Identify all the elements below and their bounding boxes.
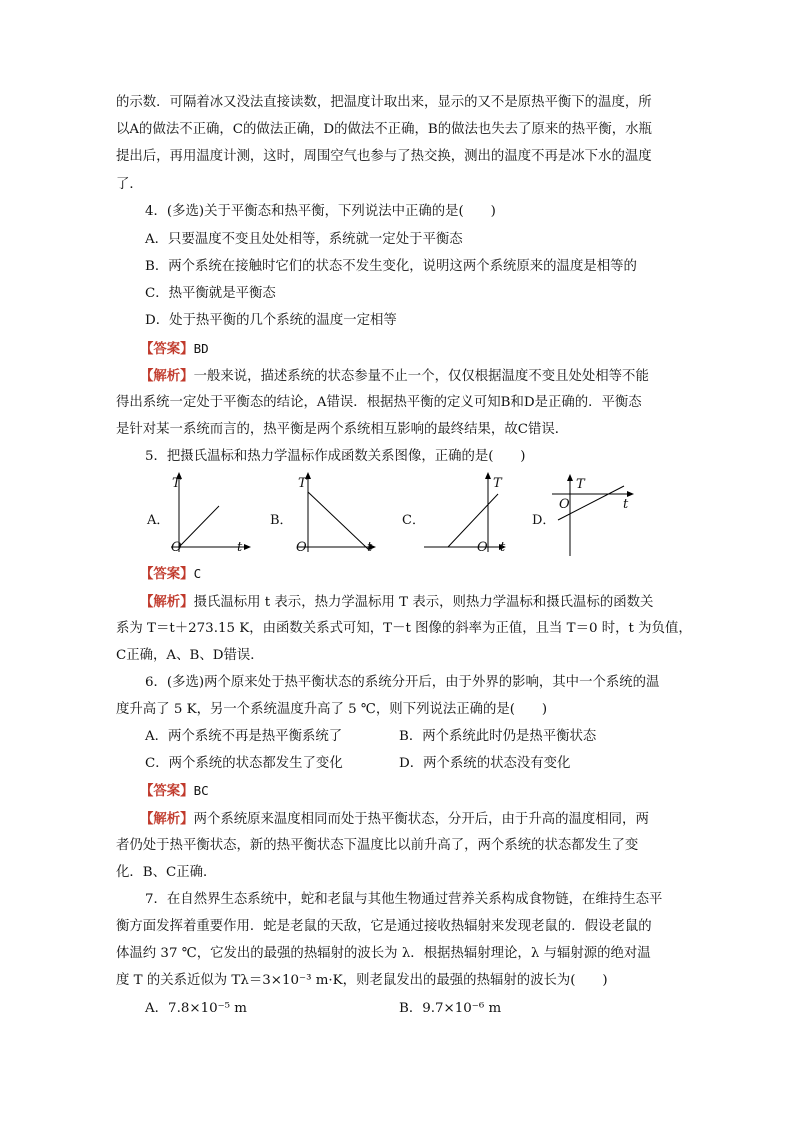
- q6-option-d: D．两个系统的状态没有变化: [399, 756, 571, 771]
- graph-b-t-label: t: [367, 540, 373, 555]
- graph-a-label: A．: [147, 513, 170, 528]
- graph-c-t-label: t: [500, 540, 506, 555]
- q4-stem: 4．(多选)关于平衡态和热平衡，下列说法中正确的是( ): [145, 204, 496, 219]
- q6-option-a: A．两个系统不再是热平衡系统了: [145, 729, 343, 744]
- graph-d-T-label: T: [576, 477, 585, 492]
- q7-line-2: 衡方面发挥着重要作用．蛇是老鼠的天敌，它是通过接收热辐射来发现老鼠的．假设老鼠的: [116, 919, 652, 934]
- graph-c-T-label: T: [493, 476, 502, 491]
- graph-a-t-label: t: [237, 540, 243, 555]
- q6-answer: [140, 780, 209, 803]
- q4-option-a: A．只要温度不变且处处相等，系统就一定处于平衡态: [145, 232, 463, 247]
- q5-answer-value: C: [193, 566, 202, 581]
- q6-analysis-line-1: [140, 808, 649, 831]
- analysis-tag: 【解析】: [140, 594, 194, 610]
- graph-d-t-label: t: [623, 497, 629, 512]
- q6-option-c: C．两个系统的状态都发生了变化: [145, 756, 343, 771]
- q7-line-3: 体温约 37 ℃，它发出的最强的热辐射的波长为 λ．根据热辐射理论，λ 与辐射源的绝对温: [116, 946, 651, 961]
- q6-option-b: B．两个系统此时仍是热平衡状态: [399, 729, 597, 744]
- q5-answer: [140, 563, 201, 586]
- q4-analysis-line-3: 是针对某一系统而言的，热平衡是两个系统相互影响的最终结果，故C错误．: [116, 422, 569, 437]
- graph-c-origin: O: [477, 540, 488, 555]
- q6-stem-line-2: 度升高了 5 K，另一个系统温度升高了 5 ℃，则下列说法正确的是( ): [116, 702, 548, 717]
- q4-answer: [140, 338, 209, 361]
- q6-stem-line-1: 6．(多选)两个原来处于热平衡状态的系统分开后，由于外界的影响，其中一个系统的温: [145, 675, 660, 690]
- q4-analysis-text-1: 一般来说，描述系统的状态参量不止一个，仅仅根据温度不变且处处相等不能: [193, 369, 649, 384]
- q6-analysis-line-3: 化．B、C正确．: [116, 865, 217, 880]
- graph-d: [550, 472, 640, 562]
- answer-tag: 【答案】: [140, 783, 194, 799]
- graph-b-T-label: T: [298, 476, 307, 491]
- q6-analysis-text-1: 两个系统原来温度相同而处于热平衡状态，分开后，由于升高的温度相同，两: [193, 812, 649, 827]
- q4-analysis-line-2: 得出系统一定处于平衡态的结论，A错误．根据热平衡的定义可知B和D是正确的．平衡态: [116, 395, 642, 410]
- q4-analysis-line-1: [140, 365, 649, 388]
- intro-line-3: 提出后，再用温度计测，这时，周围空气也参与了热交换，测出的温度不再是冰下水的温度: [116, 149, 652, 164]
- graph-c-label: C．: [402, 513, 425, 528]
- analysis-tag: 【解析】: [140, 811, 194, 827]
- q7-line-1: 7．在自然界生态系统中，蛇和老鼠与其他生物通过营养关系构成食物链，在维持生态平: [145, 892, 663, 907]
- graph-b-label: B．: [270, 513, 293, 528]
- q7-option-a: A．7.8×10⁻⁵ m: [145, 1001, 248, 1016]
- q7-option-b: B．9.7×10⁻⁶ m: [399, 1001, 502, 1016]
- graph-d-origin: O: [559, 497, 570, 512]
- q4-answer-value: BD: [193, 341, 209, 356]
- q5-analysis-line-2: 系为 T＝t＋273.15 K，由函数关系式可知，T－t 图像的斜率为正值，且当 T＝0 时，t 为负值，: [116, 621, 692, 636]
- q7-line-4: 度 T 的关系近似为 Tλ＝3×10⁻³ m·K，则老鼠发出的最强的热辐射的波长为( ): [116, 973, 608, 988]
- q6-analysis-line-2: 者仍处于热平衡状态，新的热平衡状态下温度比以前升高了，两个系统的状态都发生了变: [116, 838, 639, 853]
- graph-a-T-label: T: [172, 476, 181, 491]
- q5-analysis-line-1: [140, 591, 653, 614]
- answer-tag: 【答案】: [140, 341, 194, 357]
- analysis-tag: 【解析】: [140, 368, 194, 384]
- intro-line-2: 以A的做法不正确，C的做法正确，D的做法不正确，B的做法也失去了原来的热平衡，水瓶: [116, 122, 652, 137]
- graph-b-origin: O: [296, 540, 307, 555]
- q5-stem: 5．把摄氏温标和热力学温标作成函数关系图像，正确的是( ): [145, 449, 526, 464]
- graph-a-origin: O: [171, 540, 182, 555]
- q4-option-b: B．两个系统在接触时它们的状态不发生变化，说明这两个系统原来的温度是相等的: [145, 259, 637, 274]
- q5-analysis-text-1: 摄氏温标用 t 表示，热力学温标用 T 表示，则热力学温标和摄氏温标的函数关: [193, 595, 654, 610]
- q4-option-d: D．处于热平衡的几个系统的温度一定相等: [145, 313, 397, 328]
- q6-answer-value: BC: [193, 783, 209, 798]
- q5-analysis-line-3: C正确，A、B、D错误．: [116, 648, 264, 663]
- intro-line-1: 的示数．可隔着冰又没法直接读数，把温度计取出来，显示的又不是原热平衡下的温度，所: [116, 95, 652, 110]
- answer-tag: 【答案】: [140, 566, 194, 582]
- q4-option-c: C．热平衡就是平衡态: [145, 286, 276, 301]
- intro-line-4: 了．: [116, 177, 143, 192]
- graph-d-label: D．: [532, 513, 556, 528]
